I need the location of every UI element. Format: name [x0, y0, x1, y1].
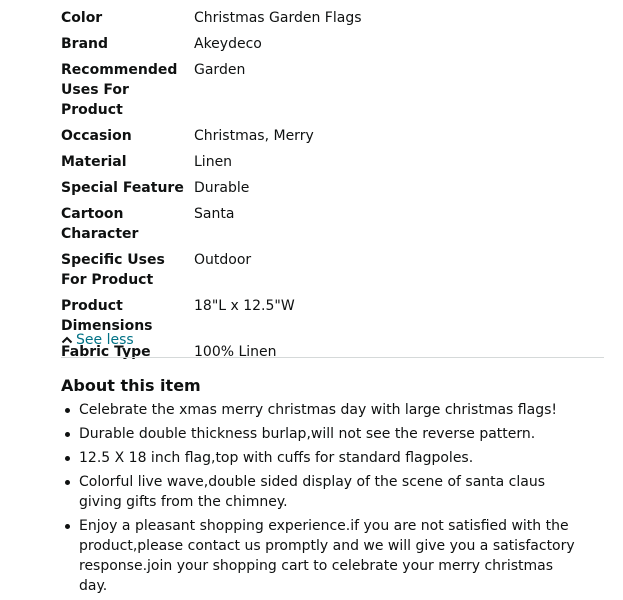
- bullet-text: Celebrate the xmas merry christmas day with large christmas flags!: [79, 402, 557, 418]
- see-less-link[interactable]: [61, 330, 134, 350]
- see-less-label: See less: [76, 332, 134, 348]
- bullet-text: Colorful live wave,double sided display of the scene of santa claus giving gifts from the chimney.: [79, 474, 545, 510]
- chevron-up-icon: [61, 335, 73, 345]
- spec-label: Fabric Type: [61, 344, 151, 360]
- spec-row-occasion: [61, 126, 481, 146]
- about-bullet-list: [61, 400, 581, 600]
- spec-label: Material: [61, 154, 127, 170]
- about-this-item-heading: About this item: [61, 376, 201, 395]
- spec-label: Specific Uses For Product: [61, 252, 165, 288]
- spec-row-cartoon-character: [61, 204, 481, 244]
- list-item: [61, 424, 581, 444]
- bullet-icon: [65, 480, 70, 485]
- bullet-icon: [65, 524, 70, 529]
- spec-label: Special Feature: [61, 180, 184, 196]
- spec-row-special-feature: [61, 178, 481, 198]
- product-specs-table: [61, 8, 481, 368]
- spec-value: Linen: [194, 154, 233, 170]
- list-item: [61, 400, 581, 420]
- list-item: [61, 448, 581, 468]
- spec-value: Christmas, Merry: [194, 128, 314, 144]
- spec-value: Durable: [194, 180, 250, 196]
- spec-label: Occasion: [61, 128, 132, 144]
- list-item: [61, 472, 581, 512]
- bullet-text: 12.5 X 18 inch flag,top with cuffs for standard flagpoles.: [79, 450, 474, 466]
- spec-value: 18"L x 12.5"W: [194, 298, 295, 314]
- spec-value: Santa: [194, 206, 235, 222]
- spec-value: Garden: [194, 62, 246, 78]
- bullet-icon: [65, 408, 70, 413]
- spec-row-specific-uses: [61, 250, 481, 290]
- spec-value: Outdoor: [194, 252, 252, 268]
- spec-label: Brand: [61, 36, 109, 52]
- spec-row-recommended-uses: [61, 60, 481, 120]
- spec-row-color: [61, 8, 481, 28]
- spec-label: Recommended Uses For Product: [61, 62, 178, 118]
- section-divider: [61, 357, 604, 358]
- bullet-icon: [65, 456, 70, 461]
- spec-value: 100% Linen: [194, 344, 277, 360]
- spec-label: Cartoon Character: [61, 206, 139, 242]
- list-item: [61, 516, 581, 596]
- spec-label: Color: [61, 10, 103, 26]
- spec-value: Akeydeco: [194, 36, 262, 52]
- bullet-icon: [65, 432, 70, 437]
- spec-row-brand: [61, 34, 481, 54]
- spec-value: Christmas Garden Flags: [194, 10, 362, 26]
- spec-row-material: [61, 152, 481, 172]
- spec-label: Product Dimensions: [61, 298, 153, 334]
- bullet-text: Enjoy a pleasant shopping experience.if you are not satisfied with the product,please contact us promptly and we will give you a satisfactory response.join your shopping cart to celebrate your merry christmas day.: [79, 518, 575, 594]
- bullet-text: Durable double thickness burlap,will not see the reverse pattern.: [79, 426, 536, 442]
